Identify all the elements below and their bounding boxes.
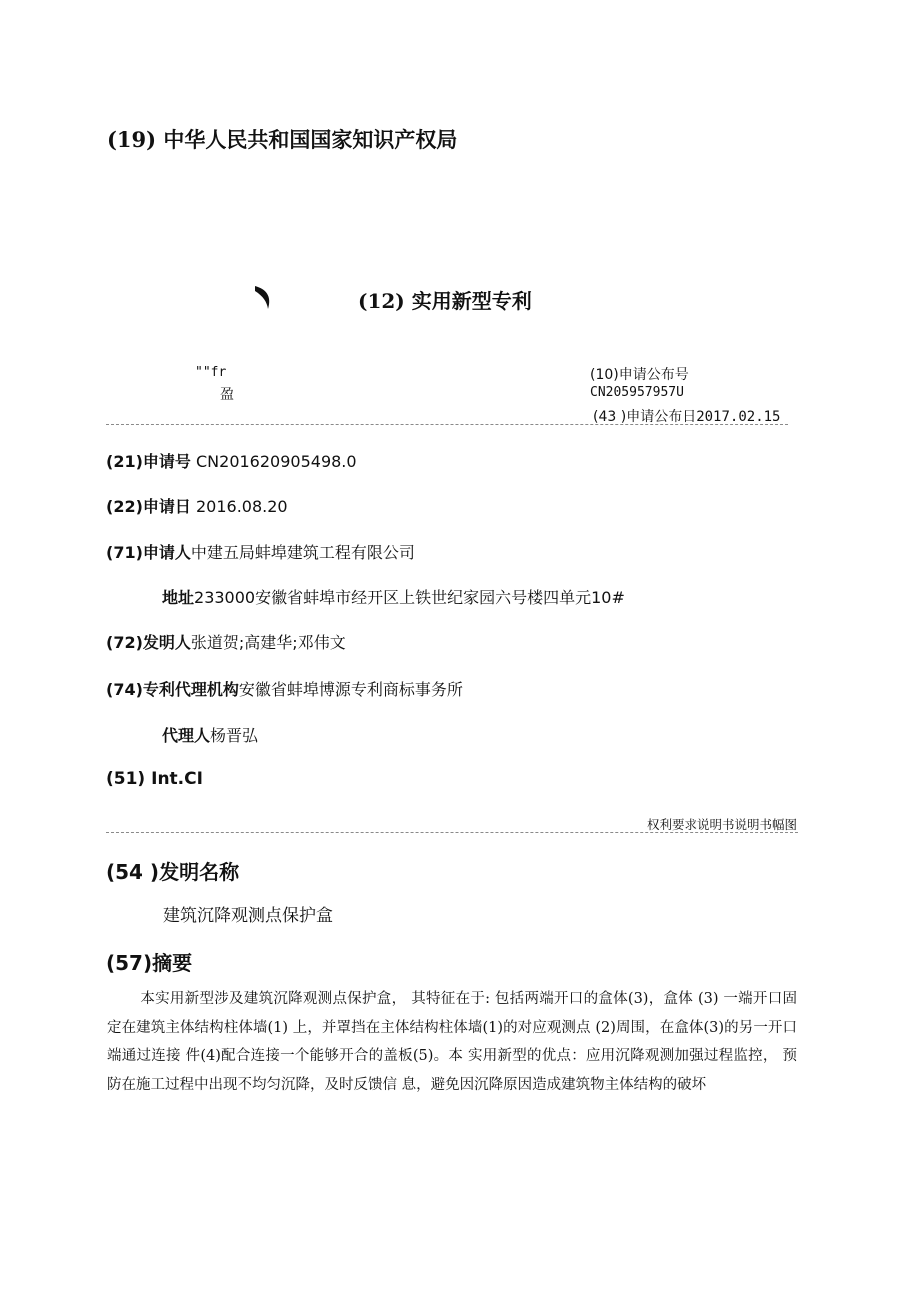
field-address: 地址233000安徽省蚌埠市经开区上铁世纪家园六号楼四单元10# xyxy=(162,588,625,607)
patent-type xyxy=(358,285,532,314)
field-agent: 代理人杨晋弘 xyxy=(162,726,259,745)
office-code: (19) xyxy=(107,127,157,152)
artifact-text-2: 盈 xyxy=(220,387,234,403)
office-header xyxy=(107,124,457,154)
agency-value: 安徽省蚌埠博源专利商标事务所 xyxy=(238,680,463,699)
pub-number-label: (10)申请公布号 xyxy=(590,367,689,383)
patent-type-code: (12) xyxy=(358,289,405,313)
toc-links: 权利要求说明书说明书幅图 xyxy=(646,817,797,832)
address-value: 233000安徽省蚌埠市经开区上铁世纪家园六号楼四单元10# xyxy=(194,588,625,607)
pub-date: 2017.02.15 xyxy=(696,409,781,425)
field-inventor: (72)发明人张道贺;高建华;邓伟文 xyxy=(106,633,346,652)
patent-type-name: 实用新型专利 xyxy=(411,289,532,313)
field-int-cl: (51) Int.CI xyxy=(106,769,203,789)
abstract-text: 本实用新型涉及建筑沉降观测点保护盒， 其特征在于: 包括两端开口的盒体(3)，盒体 (3) 一端开口固定在建筑主体结构柱体墙(1) 上，并罩挡在主体结构柱体墙(1)的对应观测点 (2)周围，在盒体(3)的另一开口端通过连接 件(4)配合连接一个能够开合的盖板(5)。本 实用新型的优点：应用沉降观测加强过程监控， 预防在施工过程中出现不均匀沉降，及时反馈信 息，避免因沉降原因造成建筑物主体结构的破坏 xyxy=(107,991,797,1093)
field-application-date: (22)申请日 2016.08.20 xyxy=(106,497,288,516)
application-date-value: 2016.08.20 xyxy=(196,497,288,516)
pub-date-label: (43 )申请公布日 xyxy=(593,409,697,425)
pub-date-row xyxy=(593,406,781,426)
office-name: 中华人民共和国国家知识产权局 xyxy=(163,128,458,152)
header-divider xyxy=(106,424,788,425)
applicant-value: 中建五局蚌埠建筑工程有限公司 xyxy=(190,543,415,562)
logo-swoosh-icon xyxy=(252,282,276,312)
agent-value: 杨晋弘 xyxy=(210,726,259,745)
pub-number: CN205957957U xyxy=(590,385,684,400)
field-agency: (74)专利代理机构安徽省蚌埠博源专利商标事务所 xyxy=(106,680,463,699)
title-value: 建筑沉降观测点保护盒 xyxy=(163,906,333,926)
toc-divider xyxy=(106,832,798,833)
abstract-heading: (57)摘要 xyxy=(106,951,193,975)
application-number-value: CN201620905498.0 xyxy=(196,452,357,471)
logo-mark xyxy=(252,282,276,312)
inventor-value: 张道贺;高建华;邓伟文 xyxy=(190,633,346,652)
artifact-text-1: ""fr xyxy=(195,365,227,380)
field-applicant: (71)申请人中建五局蚌埠建筑工程有限公司 xyxy=(106,543,415,562)
title-heading: (54 )发明名称 xyxy=(106,860,240,884)
field-application-number: (21)申请号 CN201620905498.0 xyxy=(106,452,357,471)
